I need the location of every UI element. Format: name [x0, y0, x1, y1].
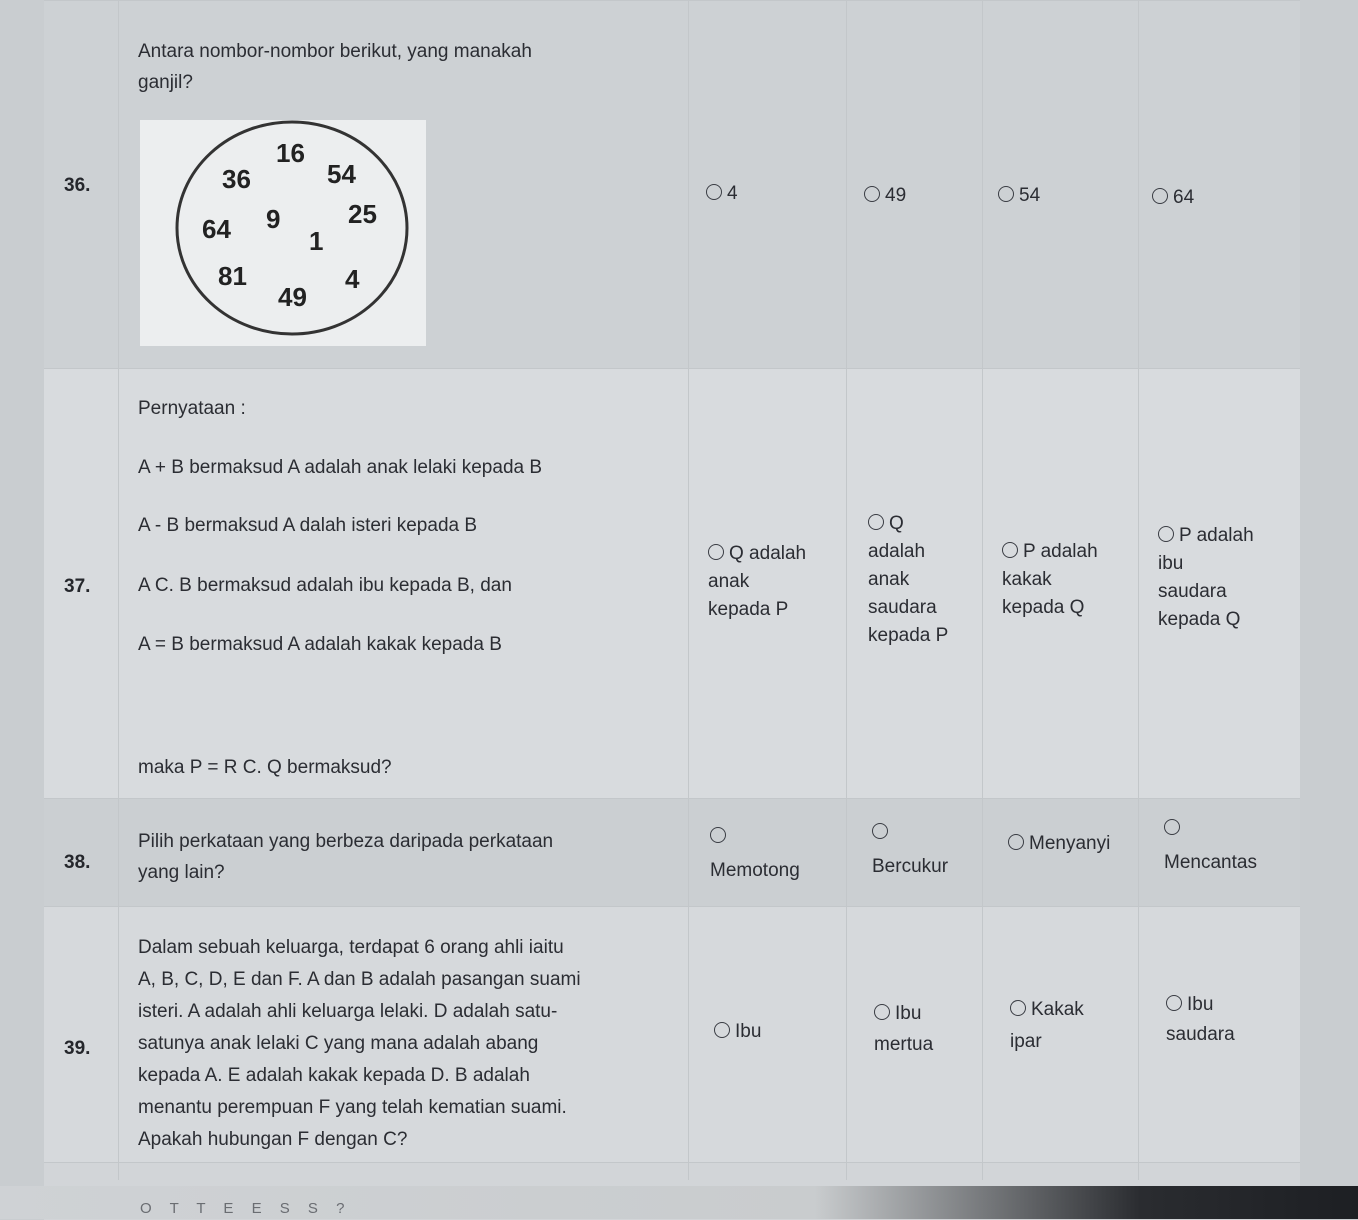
column-divider — [118, 0, 119, 1180]
radio-icon[interactable] — [708, 544, 724, 560]
option-label: saudara — [1158, 581, 1227, 602]
circle-number: 54 — [327, 159, 356, 189]
question-line: kepada A. E adalah kakak kepada D. B adalah — [138, 1065, 530, 1086]
question-line: A - B bermaksud A dalah isteri kepada B — [138, 515, 478, 536]
radio-icon[interactable] — [874, 1004, 890, 1020]
option-label: Q adalah — [729, 543, 807, 564]
option-label: 4 — [727, 183, 738, 204]
option-label: 54 — [1019, 185, 1041, 206]
option-c[interactable] — [998, 182, 1040, 210]
option-label: anak — [708, 571, 750, 592]
radio-icon[interactable] — [1002, 542, 1018, 558]
option-label: Ibu — [1187, 994, 1214, 1015]
column-divider — [982, 0, 983, 1180]
option-b[interactable] — [864, 182, 906, 210]
option-label: mertua — [874, 1034, 934, 1055]
question-line: Apakah hubungan F dengan C? — [138, 1129, 408, 1150]
circle-number: 49 — [278, 282, 307, 312]
radio-icon[interactable] — [1010, 1000, 1026, 1016]
column-divider — [846, 0, 847, 1180]
question-number: 39. — [64, 1038, 91, 1059]
option-d[interactable] — [1152, 184, 1194, 212]
option-label: saudara — [868, 597, 937, 618]
circle-number: 64 — [202, 214, 231, 244]
option-b[interactable] — [868, 510, 948, 650]
option-c[interactable] — [1002, 538, 1098, 622]
radio-icon[interactable] — [872, 823, 888, 839]
question-number: 38. — [64, 852, 91, 873]
option-d[interactable] — [1166, 990, 1235, 1050]
option-a[interactable] — [708, 540, 806, 624]
option-label: Memotong — [710, 860, 800, 881]
radio-icon[interactable] — [706, 184, 722, 200]
radio-icon[interactable] — [1164, 819, 1180, 835]
radio-icon[interactable] — [1008, 834, 1024, 850]
column-divider — [1138, 0, 1139, 1180]
circle-number: 4 — [345, 264, 360, 294]
radio-icon[interactable] — [1166, 995, 1182, 1011]
option-label: Menyanyi — [1029, 833, 1111, 854]
option-label: Q — [889, 513, 904, 534]
question-line: Antara nombor-nombor berikut, yang manakah — [138, 41, 532, 62]
circle-number: 36 — [222, 164, 251, 194]
question-line: Pilih perkataan yang berbeza daripada perkataan — [138, 831, 554, 852]
option-label: P adalah — [1179, 525, 1254, 546]
question-number: 36. — [64, 175, 91, 196]
number-circle — [140, 120, 426, 346]
option-label: Kakak — [1031, 999, 1084, 1020]
radio-icon[interactable] — [710, 827, 726, 843]
option-b[interactable] — [874, 998, 933, 1060]
option-label: Ibu — [735, 1021, 762, 1042]
option-label: 64 — [1173, 187, 1195, 208]
question-line: satunya anak lelaki C yang mana adalah abang — [138, 1033, 539, 1054]
radio-icon[interactable] — [868, 514, 884, 530]
option-label: Mencantas — [1164, 852, 1257, 873]
question-line: Pernyataan : — [138, 398, 246, 419]
option-label: ibu — [1158, 553, 1184, 574]
question-line: A + B bermaksud A adalah anak lelaki kepada B — [138, 457, 543, 478]
question-line: isteri. A adalah ahli keluarga lelaki. D adalah satu- — [138, 1001, 558, 1022]
option-label: kepada P — [868, 625, 949, 646]
option-d[interactable] — [1158, 522, 1254, 634]
option-d[interactable] — [1164, 812, 1257, 880]
question-line: A, B, C, D, E dan F. A dan B adalah pasangan suami — [138, 969, 581, 990]
option-label: kepada P — [708, 599, 789, 620]
option-c[interactable] — [1008, 830, 1110, 858]
option-label: P adalah — [1023, 541, 1098, 562]
question-line: A C. B bermaksud adalah ibu kepada B, dan — [138, 575, 512, 596]
cut-off-question-text: O T T E E S S ? — [140, 1200, 352, 1217]
option-label: Ibu — [895, 1003, 922, 1024]
option-label: kepada Q — [1158, 609, 1241, 630]
radio-icon[interactable] — [864, 186, 880, 202]
question-text — [138, 36, 532, 98]
circle-number: 81 — [218, 261, 247, 291]
question-number: 37. — [64, 576, 91, 597]
option-a[interactable] — [706, 180, 738, 208]
option-c[interactable] — [1010, 994, 1084, 1058]
question-line: Dalam sebuah keluarga, terdapat 6 orang ahli iaitu — [138, 937, 564, 958]
question-line: menantu perempuan F yang telah kematian suami. — [138, 1097, 567, 1118]
circle-number: 16 — [276, 138, 305, 168]
question-text — [138, 932, 581, 1155]
option-label: 49 — [885, 185, 907, 206]
option-label: Bercukur — [872, 856, 949, 877]
radio-icon[interactable] — [998, 186, 1014, 202]
radio-icon[interactable] — [1158, 526, 1174, 542]
question-text — [138, 394, 542, 783]
number-circle-figure — [140, 120, 426, 346]
option-label: adalah — [868, 541, 926, 562]
option-a[interactable] — [710, 820, 800, 888]
radio-icon[interactable] — [1152, 188, 1168, 204]
option-b[interactable] — [872, 816, 948, 884]
circle-number: 9 — [266, 204, 281, 234]
option-label: kepada Q — [1002, 597, 1085, 618]
column-divider — [688, 0, 689, 1180]
question-line: maka P = R C. Q bermaksud? — [138, 757, 392, 778]
question-line: yang lain? — [138, 862, 225, 883]
question-line: A = B bermaksud A adalah kakak kepada B — [138, 634, 502, 655]
option-a[interactable] — [714, 1018, 761, 1046]
option-label: saudara — [1166, 1024, 1235, 1045]
question-line: ganjil? — [138, 72, 193, 93]
option-label: anak — [868, 569, 910, 590]
question-text — [138, 826, 553, 888]
circle-number: 1 — [309, 226, 324, 256]
option-label: kakak — [1002, 569, 1052, 590]
option-label: ipar — [1010, 1031, 1042, 1052]
radio-icon[interactable] — [714, 1022, 730, 1038]
circle-number: 25 — [348, 199, 377, 229]
